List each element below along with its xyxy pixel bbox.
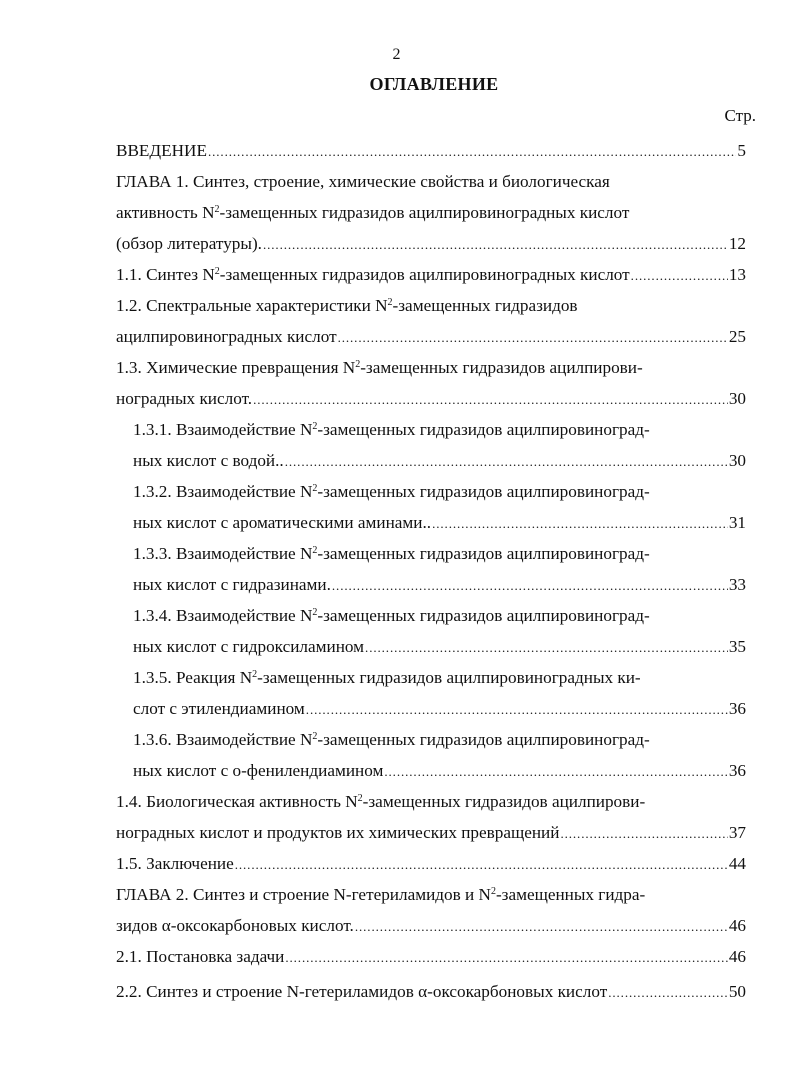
toc-entry-title: ацилпировиноградных кислот	[116, 327, 337, 346]
dot-leader	[631, 264, 728, 288]
toc-entry-title: слот с этилендиамином	[133, 699, 305, 718]
toc-entry-1-3-line-1: 1.3. Химические превращения $N^2$-замещенных гидразидов ацилпирови-	[116, 358, 643, 377]
dot-leader	[432, 512, 728, 536]
toc-entry-chapter-2-line-2	[116, 914, 746, 938]
toc-entry-page: 30	[728, 389, 746, 408]
toc-entry-2-1	[116, 945, 746, 969]
dot-leader	[306, 698, 728, 722]
toc-entry-intro	[116, 139, 746, 163]
toc-entry-page: 33	[728, 575, 746, 594]
superscript: 2	[312, 421, 318, 432]
toc-entry-1-3-2-line-1: 1.3.2. Взаимодействие $N^2$-замещенных гидразидов ацилпировиноград-	[133, 482, 650, 501]
page-column-label: Стр.	[724, 106, 756, 125]
toc-entry-title: 2.2. Синтез и строение N-гетериламидов α-оксокарбоновых кислот	[116, 982, 608, 1001]
toc-entry-title: 2.1. Постановка задачи	[116, 947, 285, 966]
dot-leader	[285, 946, 727, 970]
superscript: 2	[355, 359, 361, 370]
toc-entry-1-3-4-line-1: 1.3.4. Взаимодействие $N^2$-замещенных гидразидов ацилпировиноград-	[133, 606, 650, 625]
toc-entry-page: 13	[728, 265, 746, 284]
toc-entry-chapter-1-line-1: ГЛАВА 1. Синтез, строение, химические свойства и биологическая	[116, 172, 610, 191]
toc-entry-page: 37	[728, 823, 746, 842]
toc-entry-chapter-2-line-1: ГЛАВА 2. Синтез и строение N-гетериламидов и $N^2$-замещенных гидра-	[116, 885, 646, 904]
toc-entry-page: 46	[728, 916, 746, 935]
superscript: 2	[312, 731, 318, 742]
superscript: 2	[252, 669, 258, 680]
toc-entry-chapter-1-line-2	[116, 201, 629, 225]
toc-entry-1-2-line-1: 1.2. Спектральные характеристики $N^2$-замещенных гидразидов	[116, 296, 578, 315]
toc-entry-1-3-line-2	[116, 387, 746, 411]
toc-entry-page: 36	[728, 761, 746, 780]
dot-leader	[263, 233, 728, 257]
toc-entry-title: (обзор литературы).	[116, 234, 262, 253]
dot-leader	[253, 388, 728, 412]
toc-entry-1-3-2-line-2	[133, 511, 746, 535]
toc-entry-1-3-4-line-2	[133, 635, 746, 659]
toc-entry-1-1	[116, 263, 746, 287]
toc-entry-page: 12	[728, 234, 746, 253]
toc-entry-1-4-line-2	[116, 821, 746, 845]
toc-entry-title: ных кислот с гидразинами.	[133, 575, 331, 594]
superscript: 2	[387, 297, 393, 308]
toc-entry-1-2-line-2	[116, 325, 746, 349]
toc-entry-page: 50	[728, 982, 746, 1001]
dot-leader	[384, 760, 727, 784]
superscript: 2	[214, 266, 220, 277]
superscript: 2	[214, 204, 220, 215]
superscript: 2	[312, 545, 318, 556]
dot-leader	[208, 140, 736, 164]
dot-leader	[608, 981, 728, 1005]
toc-text: активность N	[116, 203, 215, 222]
dot-leader	[338, 326, 728, 350]
toc-entry-title: ВВЕДЕНИЕ	[116, 141, 207, 160]
toc-entry-1-5	[116, 852, 746, 876]
toc-entry-title: ных кислот с водой..	[133, 451, 284, 470]
toc-entry-title: 1.5. Заключение	[116, 854, 234, 873]
dot-leader	[560, 822, 727, 846]
toc-entry-1-3-3-line-2	[133, 573, 746, 597]
toc-entry-1-4-line-1: 1.4. Биологическая активность $N^2$-замещенных гидразидов ацилпирови-	[116, 792, 646, 811]
page-number: 2	[392, 46, 401, 63]
dot-leader	[332, 574, 728, 598]
toc-entry-page: 5	[737, 141, 746, 160]
toc-entry-page: 25	[728, 327, 746, 346]
toc-entry-page: 31	[728, 513, 746, 532]
toc-entry-1-3-1-line-1: 1.3.1. Взаимодействие $N^2$-замещенных гидразидов ацилпировиноград-	[133, 420, 650, 439]
toc-entry-1-3-6-line-1: 1.3.6. Взаимодействие $N^2$-замещенных гидразидов ацилпировиноград-	[133, 730, 650, 749]
dot-leader	[365, 636, 728, 660]
toc-entry-1-3-5-line-1: 1.3.5. Реакция $N^2$-замещенных гидразидов ацилпировиноградных ки-	[133, 668, 641, 687]
toc-entry-title: ных кислот с о-фенилендиамином	[133, 761, 384, 780]
dot-leader	[355, 915, 728, 939]
toc-entry-title: ноградных кислот и продуктов их химических превращений	[116, 823, 560, 842]
superscript: 2	[312, 607, 318, 618]
toc-entry-1-3-1-line-2	[133, 449, 746, 473]
toc-entry-page: 46	[728, 947, 746, 966]
toc-entry-1-3-5-line-2	[133, 697, 746, 721]
dot-leader	[285, 450, 728, 474]
dot-leader	[235, 853, 728, 877]
toc-entry-1-3-3-line-1: 1.3.3. Взаимодействие $N^2$-замещенных гидразидов ацилпировиноград-	[133, 544, 650, 563]
toc-entry-chapter-1-line-3	[116, 232, 746, 256]
toc-entry-title: ных кислот с ароматическими аминами..	[133, 513, 432, 532]
toc-entry-title: ноградных кислот.	[116, 389, 253, 408]
superscript: 2	[490, 886, 496, 897]
toc-entry-2-2	[116, 980, 746, 1004]
toc-entry-title: ных кислот с гидроксиламином	[133, 637, 365, 656]
page-title: ОГЛАВЛЕНИЕ	[369, 74, 499, 94]
toc-entry-page: 30	[728, 451, 746, 470]
toc-entry-page: 36	[728, 699, 746, 718]
toc-entry-page: 35	[728, 637, 746, 656]
toc-entry-page: 44	[728, 854, 746, 873]
toc-entry-title: 1.1. Синтез $N^2$-замещенных гидразидов ацилпировиноградных кислот	[116, 265, 630, 284]
toc-entry-1-3-6-line-2	[133, 759, 746, 783]
toc-entry-title: зидов α-оксокарбоновых кислот.	[116, 916, 354, 935]
superscript: 2	[312, 483, 318, 494]
superscript: 2	[357, 793, 363, 804]
toc-text: -замещенных гидразидов ацилпировиноградных кислот	[219, 203, 630, 222]
